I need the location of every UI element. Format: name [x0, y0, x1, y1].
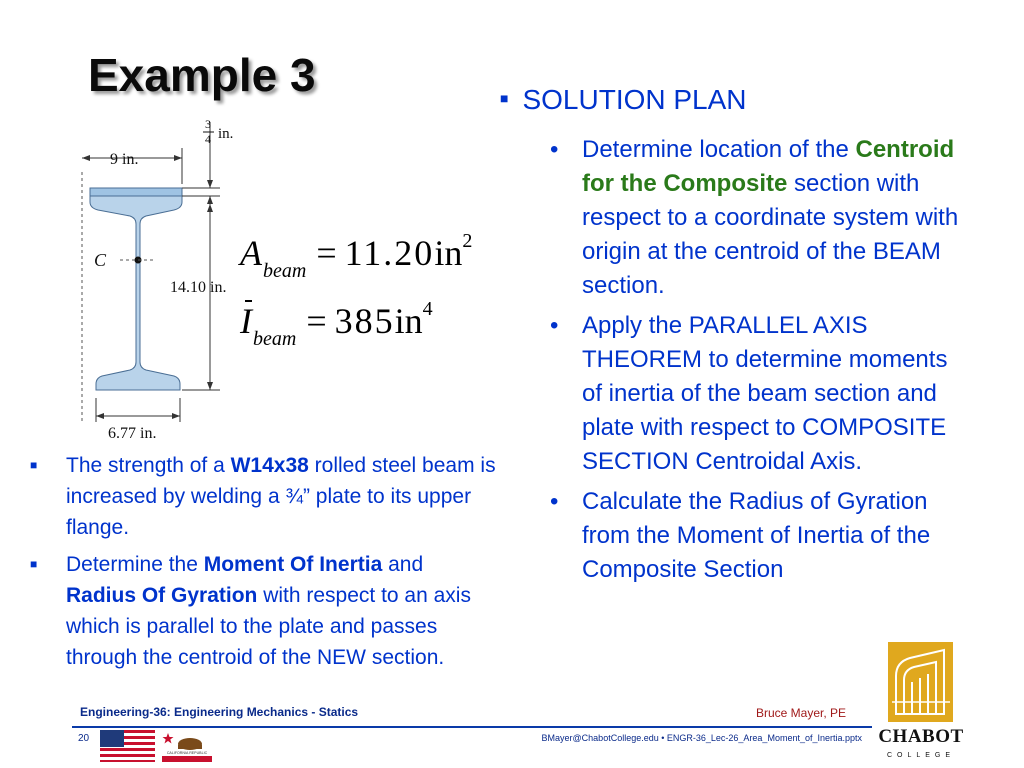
inertia-subscript: beam — [253, 328, 297, 350]
radius-of-gyration-term: Radius Of Gyration — [66, 584, 258, 607]
square-bullet-icon: ■ — [30, 557, 38, 571]
inertia-equation — [240, 298, 433, 350]
round-bullet-icon: • — [550, 136, 559, 163]
solution-item-3 — [550, 485, 970, 587]
plate-fraction-denominator: 4 — [205, 132, 211, 146]
solution-item-1-pre: Determine location of the — [582, 136, 856, 163]
round-bullet-icon: • — [550, 488, 559, 515]
footer-author: Bruce Mayer, PE — [756, 706, 847, 720]
us-flag-icon — [100, 730, 155, 762]
beam-designation: W14x38 — [230, 454, 309, 477]
chabot-logo-subtext: COLLEGE — [886, 752, 956, 759]
flange-width-label: 9 in. — [110, 151, 139, 168]
footer-course-title: Engineering-36: Engineering Mechanics - Statics — [80, 705, 359, 719]
area-equation — [240, 230, 473, 282]
solution-item-1 — [550, 133, 970, 303]
solution-plan-heading — [500, 84, 747, 116]
area-subscript: beam — [263, 260, 307, 282]
solution-plan-list — [550, 133, 970, 593]
area-value: 11.20 — [344, 233, 435, 273]
problem-item-2 — [28, 549, 498, 673]
solution-item-2 — [550, 309, 970, 479]
inertia-symbol: I — [240, 301, 252, 341]
inertia-exponent: 4 — [422, 298, 433, 320]
solution-heading-text: SOLUTION PLAN — [522, 84, 747, 115]
chabot-logo-icon — [888, 642, 953, 722]
chabot-logo-text: CHABOT — [878, 726, 964, 747]
depth-label: 14.10 in. — [170, 279, 227, 296]
inertia-value: 385 — [334, 301, 395, 341]
problem-item-2-post: with respect to an axis which is parallel to the plate and passes through the centroid of the NEW section. — [66, 584, 471, 669]
california-flag-icon — [162, 730, 212, 762]
problem-item-1-pre: The strength of a — [66, 454, 231, 477]
welded-plate — [90, 188, 182, 196]
moment-of-inertia-term: Moment Of Inertia — [203, 553, 383, 576]
solution-item-1-post: section with respect to a coordinate system with origin at the centroid of the BEAM section. — [582, 170, 959, 299]
problem-item-1-post: rolled steel beam is increased by welding a ¾” plate to its upper flange. — [66, 454, 496, 539]
problem-item-2-mid: and — [382, 553, 424, 576]
solution-item-3-text: Calculate the Radius of Gyration from the Moment of Inertia of the Composite Section — [582, 488, 931, 583]
area-symbol: A — [240, 233, 262, 273]
plate-fraction-numerator: 3 — [205, 117, 211, 131]
square-bullet-icon: ■ — [30, 458, 38, 472]
centroid-composite-term: Centroid for the Composite — [582, 136, 955, 197]
inertia-unit: in — [394, 301, 423, 341]
california-flag-caption: CALIFORNIA REPUBLIC — [166, 751, 208, 755]
problem-statement-list — [28, 450, 498, 679]
base-width-label: 6.77 in. — [108, 425, 157, 442]
footer-divider — [72, 726, 872, 728]
slide-title: Example 3 — [88, 49, 316, 101]
problem-item-2-pre: Determine the — [66, 553, 204, 576]
centroid-label: C — [94, 250, 107, 270]
area-exponent: 2 — [462, 230, 473, 252]
footer-email-filename: BMayer@ChabotCollege.edu • ENGR-36_Lec-26_Area_Moment_of_Inertia.pptx — [541, 733, 862, 743]
plate-unit-label: in. — [218, 126, 234, 142]
inertia-operator: = — [306, 301, 327, 341]
area-operator: = — [316, 233, 337, 273]
beam-cross-section-figure — [60, 112, 270, 452]
slide-page-number: 20 — [78, 733, 90, 744]
square-bullet-icon: ■ — [500, 90, 509, 106]
problem-item-1 — [28, 450, 498, 543]
area-unit: in — [434, 233, 463, 273]
w-beam-shape — [90, 196, 182, 390]
solution-item-2-text: Apply the PARALLEL AXIS THEOREM to determine moments of inertia of the beam section and plate with respect to COMPOSITE SECTION Centroidal Axis. — [582, 312, 948, 475]
round-bullet-icon: • — [550, 312, 559, 339]
